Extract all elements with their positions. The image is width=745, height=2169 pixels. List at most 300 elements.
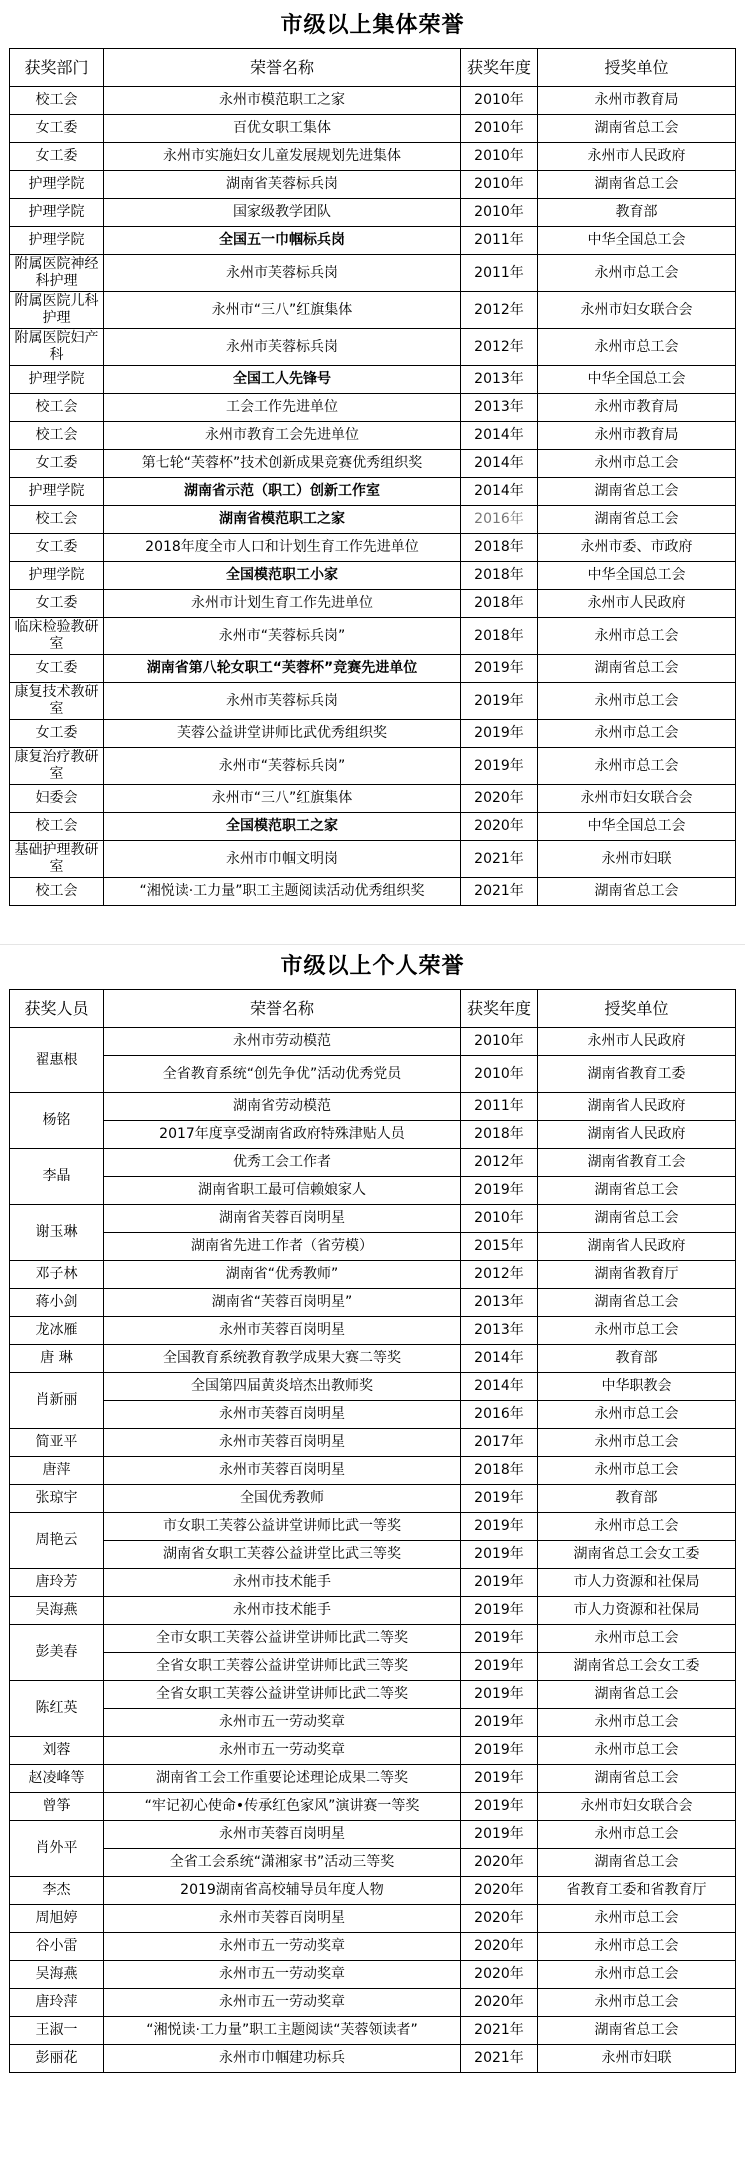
cell-year: 2010年: [461, 115, 538, 143]
cell-honor: 永州市技术能手: [104, 1569, 461, 1597]
table-row: [10, 2017, 736, 2045]
table-row: [10, 1289, 736, 1317]
cell-name: 刘蓉: [10, 1737, 104, 1765]
cell-honor: 湖南省“优秀教师”: [104, 1261, 461, 1289]
cell-year: 2010年: [461, 199, 538, 227]
table-row: [10, 227, 736, 255]
cell-honor: 湖南省示范（职工）创新工作室: [104, 478, 461, 506]
cell-name: 吴海燕: [10, 1961, 104, 1989]
cell-dept: 女工委: [10, 450, 104, 478]
cell-unit: 永州市总工会: [538, 1317, 736, 1345]
cell-honor: 永州市芙蓉标兵岗: [104, 683, 461, 720]
cell-year: 2012年: [461, 329, 538, 366]
cell-name: 彭美春: [10, 1625, 104, 1681]
cell-dept: 校工会: [10, 878, 104, 906]
cell-honor: 全市女职工芙蓉公益讲堂讲师比武二等奖: [104, 1625, 461, 1653]
cell-dept: 附属医院神经科护理: [10, 255, 104, 292]
cell-dept: 康复技术教研室: [10, 683, 104, 720]
individual-honors-section: [0, 945, 745, 2073]
cell-honor: 永州市巾帼文明岗: [104, 841, 461, 878]
table-row: [10, 562, 736, 590]
cell-honor: 第七轮“芙蓉杯”技术创新成果竞赛优秀组织奖: [104, 450, 461, 478]
cell-honor: 全省教育系统“创先争优”活动优秀党员: [104, 1056, 461, 1093]
cell-year: 2010年: [461, 1205, 538, 1233]
cell-honor: 湖南省女职工芙蓉公益讲堂比武三等奖: [104, 1541, 461, 1569]
cell-unit: 教育部: [538, 199, 736, 227]
cell-year: 2014年: [461, 478, 538, 506]
cell-honor: 永州市劳动模范: [104, 1028, 461, 1056]
cell-unit: 永州市总工会: [538, 1513, 736, 1541]
cell-name: 简亚平: [10, 1429, 104, 1457]
cell-year: 2020年: [461, 813, 538, 841]
cell-year: 2019年: [461, 1821, 538, 1849]
cell-unit: 永州市妇联: [538, 841, 736, 878]
table-row: [10, 785, 736, 813]
cell-year: 2013年: [461, 394, 538, 422]
cell-year: 2010年: [461, 1028, 538, 1056]
table-row: [10, 394, 736, 422]
table-row: [10, 422, 736, 450]
cell-honor: 全国第四届黄炎培杰出教师奖: [104, 1373, 461, 1401]
cell-honor: 湖南省劳动模范: [104, 1093, 461, 1121]
cell-unit: 省教育工委和省教育厅: [538, 1877, 736, 1905]
table-row: [10, 1121, 736, 1149]
cell-honor: 湖南省第八轮女职工“芙蓉杯”竞赛先进单位: [104, 655, 461, 683]
header-department: 获奖部门: [10, 49, 104, 87]
cell-unit: 中华全国总工会: [538, 366, 736, 394]
cell-year: 2019年: [461, 1737, 538, 1765]
cell-honor: 永州市芙蓉百岗明星: [104, 1821, 461, 1849]
cell-honor: 永州市芙蓉百岗明星: [104, 1429, 461, 1457]
cell-unit: 永州市总工会: [538, 1905, 736, 1933]
cell-unit: 中华全国总工会: [538, 227, 736, 255]
cell-honor: 永州市五一劳动奖章: [104, 1933, 461, 1961]
table-row: [10, 1989, 736, 2017]
cell-honor: 全国优秀教师: [104, 1485, 461, 1513]
cell-year: 2019年: [461, 1597, 538, 1625]
cell-year: 2019年: [461, 1625, 538, 1653]
table-row: [10, 813, 736, 841]
cell-year: 2019年: [461, 1177, 538, 1205]
cell-year: 2012年: [461, 1149, 538, 1177]
cell-unit: 永州市妇女联合会: [538, 785, 736, 813]
cell-year: 2018年: [461, 562, 538, 590]
cell-year: 2017年: [461, 1429, 538, 1457]
cell-year: 2018年: [461, 618, 538, 655]
cell-unit: 永州市人民政府: [538, 1028, 736, 1056]
collective-honors-section: [0, 4, 745, 906]
table-row: [10, 1569, 736, 1597]
cell-honor: 湖南省“芙蓉百岗明星”: [104, 1289, 461, 1317]
cell-name: 陈红英: [10, 1681, 104, 1737]
cell-honor: “牢记初心使命•传承红色家风”演讲赛一等奖: [104, 1793, 461, 1821]
table-row: [10, 1177, 736, 1205]
cell-honor: 2018年度全市人口和计划生育工作先进单位: [104, 534, 461, 562]
cell-unit: 湖南省总工会: [538, 655, 736, 683]
cell-year: 2016年: [461, 1401, 538, 1429]
cell-unit: 永州市教育局: [538, 87, 736, 115]
cell-honor: 永州市“三八”红旗集体: [104, 785, 461, 813]
table-row: [10, 255, 736, 292]
cell-name: 唐萍: [10, 1457, 104, 1485]
cell-dept: 护理学院: [10, 227, 104, 255]
cell-year: 2020年: [461, 1989, 538, 2017]
cell-name: 龙冰雁: [10, 1317, 104, 1345]
cell-honor: 全省女职工芙蓉公益讲堂讲师比武二等奖: [104, 1681, 461, 1709]
cell-name: 赵凌峰等: [10, 1765, 104, 1793]
cell-honor: 全国工人先锋号: [104, 366, 461, 394]
table-row: [10, 87, 736, 115]
cell-name: 吴海燕: [10, 1597, 104, 1625]
cell-year: 2020年: [461, 1849, 538, 1877]
cell-year: 2018年: [461, 1457, 538, 1485]
table-row: [10, 878, 736, 906]
table-row: [10, 1233, 736, 1261]
cell-unit: 永州市总工会: [538, 720, 736, 748]
cell-honor: 永州市芙蓉百岗明星: [104, 1457, 461, 1485]
cell-honor: 永州市五一劳动奖章: [104, 1709, 461, 1737]
cell-honor: 市女职工芙蓉公益讲堂讲师比武一等奖: [104, 1513, 461, 1541]
table-row: [10, 1737, 736, 1765]
cell-honor: 湖南省职工最可信赖娘家人: [104, 1177, 461, 1205]
header-year: 获奖年度: [461, 990, 538, 1028]
table-row: [10, 841, 736, 878]
cell-honor: “湘悦读·工力量”职工主题阅读“芙蓉领读者”: [104, 2017, 461, 2045]
cell-year: 2013年: [461, 1289, 538, 1317]
table-row: [10, 1149, 736, 1177]
table-row: [10, 534, 736, 562]
cell-honor: 2019湖南省高校辅导员年度人物: [104, 1877, 461, 1905]
cell-name: 王淑一: [10, 2017, 104, 2045]
cell-unit: 永州市总工会: [538, 450, 736, 478]
cell-honor: 芙蓉公益讲堂讲师比武优秀组织奖: [104, 720, 461, 748]
table-row: [10, 1317, 736, 1345]
table-row: [10, 1513, 736, 1541]
table-header-row: [10, 990, 736, 1028]
cell-unit: 湖南省总工会: [538, 1177, 736, 1205]
cell-year: 2016年: [461, 506, 538, 534]
table-row: [10, 1849, 736, 1877]
cell-unit: 湖南省总工会: [538, 478, 736, 506]
cell-unit: 湖南省总工会: [538, 506, 736, 534]
cell-unit: 湖南省教育厅: [538, 1261, 736, 1289]
cell-year: 2019年: [461, 1681, 538, 1709]
cell-dept: 女工委: [10, 720, 104, 748]
cell-year: 2019年: [461, 1709, 538, 1737]
cell-dept: 女工委: [10, 590, 104, 618]
cell-unit: 湖南省教育工会: [538, 1149, 736, 1177]
table-row: [10, 655, 736, 683]
cell-unit: 市人力资源和社保局: [538, 1569, 736, 1597]
cell-year: 2011年: [461, 255, 538, 292]
cell-unit: 湖南省总工会: [538, 1849, 736, 1877]
table-row: [10, 478, 736, 506]
cell-year: 2020年: [461, 1933, 538, 1961]
cell-year: 2018年: [461, 1121, 538, 1149]
table-row: [10, 1485, 736, 1513]
cell-dept: 女工委: [10, 143, 104, 171]
cell-name: 张琼宇: [10, 1485, 104, 1513]
cell-unit: 永州市总工会: [538, 1625, 736, 1653]
cell-dept: 临床检验教研室: [10, 618, 104, 655]
cell-unit: 永州市总工会: [538, 683, 736, 720]
cell-dept: 护理学院: [10, 478, 104, 506]
cell-unit: 湖南省总工会女工委: [538, 1653, 736, 1681]
cell-honor: 湖南省芙蓉百岗明星: [104, 1205, 461, 1233]
cell-honor: 永州市五一劳动奖章: [104, 1737, 461, 1765]
cell-year: 2010年: [461, 87, 538, 115]
cell-year: 2015年: [461, 1233, 538, 1261]
cell-year: 2011年: [461, 1093, 538, 1121]
cell-honor: 永州市芙蓉百岗明星: [104, 1317, 461, 1345]
cell-unit: 永州市总工会: [538, 329, 736, 366]
cell-dept: 康复治疗教研室: [10, 748, 104, 785]
cell-unit: 湖南省总工会: [538, 878, 736, 906]
cell-year: 2010年: [461, 1056, 538, 1093]
cell-unit: 湖南省总工会: [538, 1205, 736, 1233]
table-row: [10, 199, 736, 227]
cell-year: 2020年: [461, 1877, 538, 1905]
table-row: [10, 1933, 736, 1961]
table-row: [10, 506, 736, 534]
cell-year: 2018年: [461, 534, 538, 562]
table-row: [10, 1028, 736, 1056]
cell-unit: 湖南省总工会: [538, 1681, 736, 1709]
cell-dept: 校工会: [10, 422, 104, 450]
cell-unit: 湖南省总工会: [538, 1289, 736, 1317]
header-awarding-unit: 授奖单位: [538, 49, 736, 87]
cell-honor: 永州市技术能手: [104, 1597, 461, 1625]
table-row: [10, 450, 736, 478]
cell-honor: 永州市“芙蓉标兵岗”: [104, 618, 461, 655]
table-row: [10, 1205, 736, 1233]
cell-unit: 湖南省教育工委: [538, 1056, 736, 1093]
cell-name: 蒋小剑: [10, 1289, 104, 1317]
header-honor-name: 荣誉名称: [104, 990, 461, 1028]
cell-name: 李晶: [10, 1149, 104, 1205]
cell-year: 2019年: [461, 1765, 538, 1793]
cell-honor: 永州市芙蓉百岗明星: [104, 1905, 461, 1933]
table-row: [10, 1373, 736, 1401]
table-row: [10, 1653, 736, 1681]
table-row: [10, 1765, 736, 1793]
cell-honor: 全国模范职工之家: [104, 813, 461, 841]
table-row: [10, 1793, 736, 1821]
cell-honor: 全省女职工芙蓉公益讲堂讲师比武三等奖: [104, 1653, 461, 1681]
cell-dept: 校工会: [10, 87, 104, 115]
table-row: [10, 1261, 736, 1289]
table-row: [10, 292, 736, 329]
table-row: [10, 590, 736, 618]
cell-year: 2021年: [461, 878, 538, 906]
table-row: [10, 1401, 736, 1429]
table-row: [10, 1541, 736, 1569]
cell-year: 2019年: [461, 748, 538, 785]
cell-year: 2011年: [461, 227, 538, 255]
cell-honor: 湖南省芙蓉标兵岗: [104, 171, 461, 199]
cell-name: 李杰: [10, 1877, 104, 1905]
cell-dept: 校工会: [10, 813, 104, 841]
table-row: [10, 143, 736, 171]
cell-name: 周艳云: [10, 1513, 104, 1569]
table-row: [10, 1625, 736, 1653]
cell-unit: 中华职教会: [538, 1373, 736, 1401]
cell-honor: 全国教育系统教育教学成果大赛二等奖: [104, 1345, 461, 1373]
cell-unit: 湖南省总工会: [538, 115, 736, 143]
cell-dept: 基础护理教研室: [10, 841, 104, 878]
cell-unit: 永州市总工会: [538, 1961, 736, 1989]
cell-name: 唐玲芳: [10, 1569, 104, 1597]
cell-unit: 永州市教育局: [538, 394, 736, 422]
cell-honor: 全国模范职工小家: [104, 562, 461, 590]
table-row: [10, 2045, 736, 2073]
cell-dept: 校工会: [10, 394, 104, 422]
cell-honor: 永州市计划生育工作先进单位: [104, 590, 461, 618]
cell-unit: 永州市妇联: [538, 2045, 736, 2073]
cell-unit: 永州市总工会: [538, 255, 736, 292]
header-awarding-unit: 授奖单位: [538, 990, 736, 1028]
cell-dept: 附属医院妇产科: [10, 329, 104, 366]
cell-unit: 湖南省总工会: [538, 1765, 736, 1793]
table-row: [10, 115, 736, 143]
cell-honor: 永州市五一劳动奖章: [104, 1989, 461, 2017]
cell-honor: 永州市芙蓉标兵岗: [104, 255, 461, 292]
cell-year: 2014年: [461, 1345, 538, 1373]
cell-year: 2012年: [461, 292, 538, 329]
table-row: [10, 720, 736, 748]
cell-year: 2021年: [461, 2045, 538, 2073]
cell-unit: 永州市总工会: [538, 1933, 736, 1961]
cell-dept: 女工委: [10, 534, 104, 562]
cell-unit: 永州市总工会: [538, 1989, 736, 2017]
cell-unit: 教育部: [538, 1345, 736, 1373]
cell-year: 2013年: [461, 1317, 538, 1345]
collective-honors-title: 市级以上集体荣誉: [280, 13, 465, 38]
table-row: [10, 1429, 736, 1457]
cell-name: 曾筝: [10, 1793, 104, 1821]
cell-honor: 湖南省先进工作者（省劳模）: [104, 1233, 461, 1261]
cell-year: 2010年: [461, 143, 538, 171]
section-divider: [0, 916, 745, 945]
table-row: [10, 683, 736, 720]
cell-unit: 湖南省总工会: [538, 171, 736, 199]
cell-year: 2019年: [461, 1485, 538, 1513]
table-row: [10, 1457, 736, 1485]
cell-name: 肖新丽: [10, 1373, 104, 1429]
cell-name: 杨铭: [10, 1093, 104, 1149]
cell-unit: 永州市教育局: [538, 422, 736, 450]
cell-dept: 附属医院儿科护理: [10, 292, 104, 329]
individual-honors-title: 市级以上个人荣誉: [280, 954, 465, 979]
cell-unit: 永州市总工会: [538, 1457, 736, 1485]
cell-unit: 永州市总工会: [538, 1821, 736, 1849]
table-row: [10, 1905, 736, 1933]
cell-name: 翟惠根: [10, 1028, 104, 1093]
cell-honor: 永州市教育工会先进单位: [104, 422, 461, 450]
cell-unit: 永州市总工会: [538, 618, 736, 655]
cell-honor: 2017年度享受湖南省政府特殊津贴人员: [104, 1121, 461, 1149]
cell-unit: 永州市总工会: [538, 748, 736, 785]
cell-year: 2020年: [461, 1961, 538, 1989]
cell-unit: 教育部: [538, 1485, 736, 1513]
cell-year: 2020年: [461, 785, 538, 813]
cell-year: 2021年: [461, 2017, 538, 2045]
cell-dept: 女工委: [10, 655, 104, 683]
cell-honor: 永州市模范职工之家: [104, 87, 461, 115]
cell-unit: 永州市总工会: [538, 1401, 736, 1429]
cell-unit: 湖南省人民政府: [538, 1233, 736, 1261]
individual-honors-table: [9, 989, 736, 2073]
cell-unit: 中华全国总工会: [538, 813, 736, 841]
cell-year: 2019年: [461, 1569, 538, 1597]
cell-honor: 湖南省模范职工之家: [104, 506, 461, 534]
cell-year: 2019年: [461, 1541, 538, 1569]
cell-name: 周旭婷: [10, 1905, 104, 1933]
table-row: [10, 1709, 736, 1737]
cell-honor: 百优女职工集体: [104, 115, 461, 143]
cell-unit: 湖南省人民政府: [538, 1093, 736, 1121]
cell-honor: 全省工会系统“潇湘家书”活动三等奖: [104, 1849, 461, 1877]
table-row: [10, 329, 736, 366]
cell-honor: 优秀工会工作者: [104, 1149, 461, 1177]
cell-year: 2013年: [461, 366, 538, 394]
cell-honor: 工会工作先进单位: [104, 394, 461, 422]
cell-year: 2019年: [461, 655, 538, 683]
cell-year: 2018年: [461, 590, 538, 618]
cell-unit: 永州市妇女联合会: [538, 1793, 736, 1821]
cell-honor: 永州市巾帼建功标兵: [104, 2045, 461, 2073]
cell-unit: 市人力资源和社保局: [538, 1597, 736, 1625]
table-row: [10, 748, 736, 785]
cell-honor: 永州市芙蓉标兵岗: [104, 329, 461, 366]
cell-name: 唐 琳: [10, 1345, 104, 1373]
cell-year: 2019年: [461, 1793, 538, 1821]
cell-honor: 永州市“芙蓉标兵岗”: [104, 748, 461, 785]
table-row: [10, 171, 736, 199]
cell-year: 2014年: [461, 1373, 538, 1401]
header-recipient: 获奖人员: [10, 990, 104, 1028]
table-row: [10, 1821, 736, 1849]
cell-name: 谢玉琳: [10, 1205, 104, 1261]
table-row: [10, 1345, 736, 1373]
table-row: [10, 1961, 736, 1989]
cell-name: 邓子林: [10, 1261, 104, 1289]
cell-unit: 湖南省人民政府: [538, 1121, 736, 1149]
cell-name: 谷小雷: [10, 1933, 104, 1961]
header-year: 获奖年度: [461, 49, 538, 87]
cell-unit: 永州市总工会: [538, 1429, 736, 1457]
cell-honor: 国家级教学团队: [104, 199, 461, 227]
cell-year: 2019年: [461, 1653, 538, 1681]
cell-dept: 女工委: [10, 115, 104, 143]
table-row: [10, 1681, 736, 1709]
cell-honor: 永州市实施妇女儿童发展规划先进集体: [104, 143, 461, 171]
cell-unit: 中华全国总工会: [538, 562, 736, 590]
cell-name: 唐玲萍: [10, 1989, 104, 2017]
cell-dept: 护理学院: [10, 171, 104, 199]
cell-dept: 护理学院: [10, 366, 104, 394]
cell-year: 2019年: [461, 720, 538, 748]
cell-unit: 永州市人民政府: [538, 590, 736, 618]
table-row: [10, 366, 736, 394]
collective-honors-table: [9, 48, 736, 906]
cell-year: 2020年: [461, 1905, 538, 1933]
cell-year: 2014年: [461, 422, 538, 450]
cell-year: 2014年: [461, 450, 538, 478]
cell-unit: 永州市委、市政府: [538, 534, 736, 562]
cell-year: 2019年: [461, 683, 538, 720]
cell-unit: 永州市总工会: [538, 1737, 736, 1765]
